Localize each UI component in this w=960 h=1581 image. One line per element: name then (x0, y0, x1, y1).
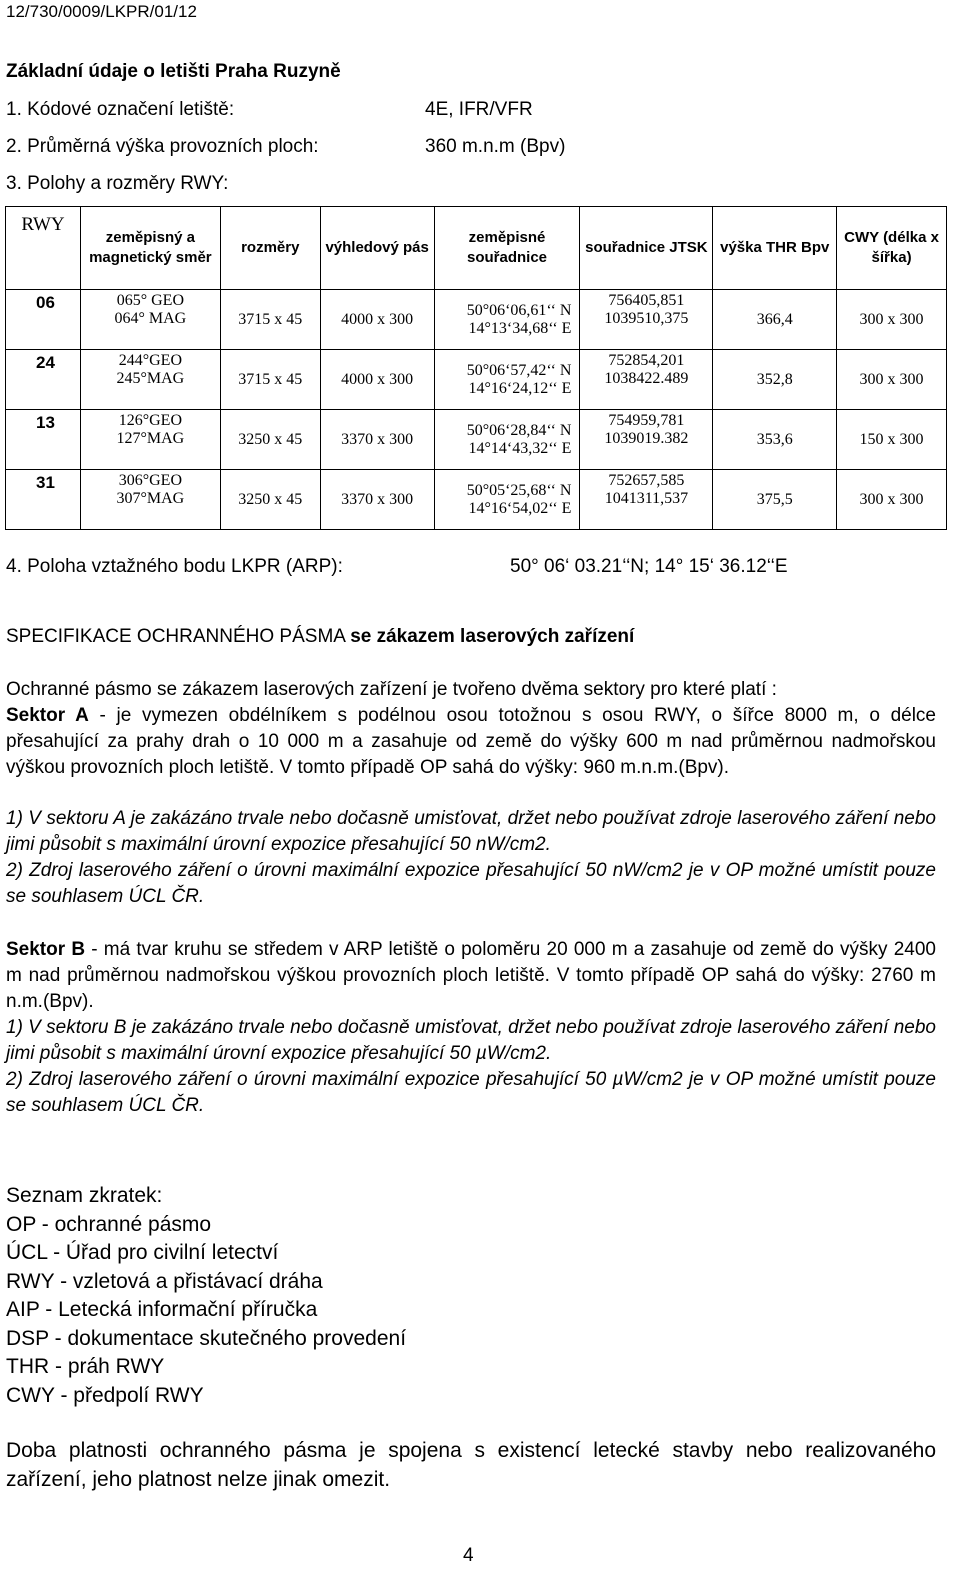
list-item: CWY - předpolí RWY (6, 1383, 204, 1407)
jtsk-x: 1039019.382 (604, 430, 689, 447)
cell-geo-coords (434, 410, 580, 470)
cell-strip: 3370 x 300 (320, 470, 434, 530)
direction-mag: 064° MAG (114, 310, 187, 327)
col-header-thr-height: výška THR Bpv (713, 207, 837, 290)
direction-geo: 065° GEO (116, 292, 184, 309)
table-header-row (6, 207, 947, 290)
list-item: RWY - vzletová a přistávací dráha (6, 1269, 323, 1293)
jtsk-x: 1041311,537 (604, 490, 689, 507)
document-reference: 12/730/0009/LKPR/01/12 (6, 2, 197, 21)
cell-dimensions: 3715 x 45 (220, 350, 320, 410)
intro-text: Ochranné pásmo se zákazem laserových zařízení je tvořeno dvěma sektory pro které platí : (6, 679, 777, 700)
direction-mag: 127°MAG (116, 430, 185, 447)
cell-thr-height: 375,5 (713, 470, 837, 530)
cell-rwy: 06 (6, 290, 81, 350)
list-item: DSP - dokumentace skutečného provedení (6, 1326, 407, 1350)
cell-thr-height: 353,6 (713, 410, 837, 470)
item-1-label: 1. Kódové označení letiště: (6, 99, 235, 120)
list-item: OP - ochranné pásmo (6, 1212, 212, 1236)
longitude: 14°14‘43,32‘‘ E (468, 439, 572, 457)
cell-thr-height: 352,8 (713, 350, 837, 410)
sector-b-name: Sektor B (6, 939, 86, 960)
document-title: Základní údaje o letišti Praha Ruzyně (6, 61, 341, 82)
list-item: THR - práh RWY (6, 1355, 165, 1378)
jtsk-x: 1038422.489 (604, 370, 689, 387)
item-2-label: 2. Průměrná výška provozních ploch: (6, 136, 319, 157)
sector-a-rule-1: 1) V sektoru A je zakázáno trvale nebo dočasně umisťovat, držet nebo používat zdroje laserového záření nebo jimi působit s maximální úrovní expozice přesahující 50 nW/cm2. (6, 808, 936, 855)
jtsk-x: 1039510,375 (604, 310, 689, 327)
abbreviations-title: Seznam zkratek: (6, 1184, 163, 1207)
list-item: ÚCL - Úřad pro civilní letectví (6, 1241, 279, 1264)
cell-jtsk (580, 290, 713, 350)
cell-cwy: 300 x 300 (837, 470, 947, 530)
runway-table (5, 206, 947, 530)
sector-b-rule-1: 1) V sektoru B je zakázáno trvale nebo dočasně umisťovat, držet nebo používat zdroje laserového záření nebo jimi působit s maximální úrovní expozice přesahující 50 µW/cm2. (6, 1017, 936, 1064)
cell-dimensions: 3250 x 45 (220, 410, 320, 470)
col-header-jtsk: souřadnice JTSK (580, 207, 713, 290)
latitude: 50°06‘06,61‘‘ N (466, 301, 572, 319)
latitude: 50°05‘25,68‘‘ N (466, 481, 572, 499)
cell-strip: 4000 x 300 (320, 350, 434, 410)
cell-cwy: 150 x 300 (837, 410, 947, 470)
cell-strip: 3370 x 300 (320, 410, 434, 470)
cell-direction (80, 410, 220, 470)
jtsk-y: 752657,585 (608, 472, 685, 489)
cell-jtsk (580, 470, 713, 530)
cell-direction (80, 470, 220, 530)
col-header-rwy: RWY (6, 207, 81, 290)
direction-mag: 245°MAG (116, 370, 185, 387)
item-2-value: 360 m.n.m (Bpv) (425, 136, 566, 157)
item-3-label: 3. Polohy a rozměry RWY: (6, 173, 229, 194)
cell-cwy: 300 x 300 (837, 350, 947, 410)
cell-geo-coords (434, 470, 580, 530)
longitude: 14°16‘54,02‘‘ E (468, 499, 572, 517)
jtsk-y: 756405,851 (608, 292, 685, 309)
table-row (6, 290, 947, 350)
col-header-cwy: CWY (délka x šířka) (837, 207, 947, 290)
sector-a-text (6, 703, 936, 781)
sector-b-rules (6, 1015, 936, 1119)
sector-a-name: Sektor A (6, 705, 89, 726)
cell-rwy: 31 (6, 470, 81, 530)
cell-strip: 4000 x 300 (320, 290, 434, 350)
cell-jtsk (580, 350, 713, 410)
list-item: AIP - Letecká informační příručka (6, 1298, 318, 1321)
table-row (6, 470, 947, 530)
jtsk-y: 754959,781 (608, 412, 685, 429)
direction-geo: 306°GEO (118, 472, 182, 489)
col-header-geo-coords: zeměpisné souřadnice (434, 207, 580, 290)
sector-a-body: - je vymezen obdélníkem s podélnou osou totožnou s osou RWY, o šířce 8000 m, o délce přesahující za prahy drah o 10 000 m a zasahuje od země do výšky 600 m nad průměrnou nadmořskou výškou provozních ploch letiště. V tomto případě OP sahá do výšky: 960 m.n.m.(Bpv). (6, 705, 936, 778)
arp-label: 4. Poloha vztažného bodu LKPR (ARP): (6, 556, 343, 577)
longitude: 14°13‘34,68‘‘ E (468, 319, 572, 337)
cell-jtsk (580, 410, 713, 470)
cell-geo-coords (434, 350, 580, 410)
cell-direction (80, 290, 220, 350)
section-heading-plain: SPECIFIKACE OCHRANNÉHO PÁSMA (6, 626, 351, 647)
direction-geo: 126°GEO (118, 412, 182, 429)
section-heading-bold: se zákazem laserových zařízení (350, 626, 635, 647)
cell-dimensions: 3715 x 45 (220, 290, 320, 350)
sector-b-body: - má tvar kruhu se středem v ARP letiště o poloměru 20 000 m a zasahuje od země do výšky 2400 m nad průměrnou nadmořskou výškou provozních ploch letiště. V tomto případě OP sahá do výšky: 2760 m n.m.(Bpv). (6, 939, 936, 1012)
sector-a-rule-2: 2) Zdroj laserového záření o úrovni maximální expozice přesahující 50 nW/cm2 je v OP možné umístit pouze se souhlasem ÚCL ČR. (6, 860, 936, 907)
longitude: 14°16‘24,12‘‘ E (468, 379, 572, 397)
jtsk-y: 752854,201 (608, 352, 685, 369)
item-1-value: 4E, IFR/VFR (425, 99, 533, 120)
col-header-direction: zeměpisný a magnetický směr (80, 207, 220, 290)
cell-cwy: 300 x 300 (837, 290, 947, 350)
cell-rwy: 13 (6, 410, 81, 470)
table-row (6, 410, 947, 470)
latitude: 50°06‘57,42‘‘ N (466, 361, 572, 379)
col-header-dimensions: rozměry (220, 207, 320, 290)
section-heading (6, 626, 634, 648)
sector-a-rules (6, 806, 936, 910)
direction-geo: 244°GEO (118, 352, 182, 369)
abbreviations-list (6, 1182, 406, 1410)
col-header-strip: výhledový pás (320, 207, 434, 290)
validity-paragraph: Doba platnosti ochranného pásma je spojena s existencí letecké stavby nebo realizovaného zařízení, jeho platnost nelze jinak omezit. (6, 1439, 936, 1491)
cell-geo-coords (434, 290, 580, 350)
page-number: 4 (463, 1545, 474, 1566)
cell-rwy: 24 (6, 350, 81, 410)
sector-b-rule-2: 2) Zdroj laserového záření o úrovni maximální expozice přesahující 50 µW/cm2 je v OP možné umístit pouze se souhlasem ÚCL ČR. (6, 1069, 936, 1116)
cell-direction (80, 350, 220, 410)
table-row (6, 350, 947, 410)
cell-thr-height: 366,4 (713, 290, 837, 350)
direction-mag: 307°MAG (116, 490, 185, 507)
sector-a-paragraph (6, 677, 936, 781)
arp-value: 50° 06‘ 03.21‘‘N; 14° 15‘ 36.12‘‘E (510, 556, 788, 577)
latitude: 50°06‘28,84‘‘ N (466, 421, 572, 439)
sector-b-paragraph (6, 937, 936, 1015)
cell-dimensions: 3250 x 45 (220, 470, 320, 530)
